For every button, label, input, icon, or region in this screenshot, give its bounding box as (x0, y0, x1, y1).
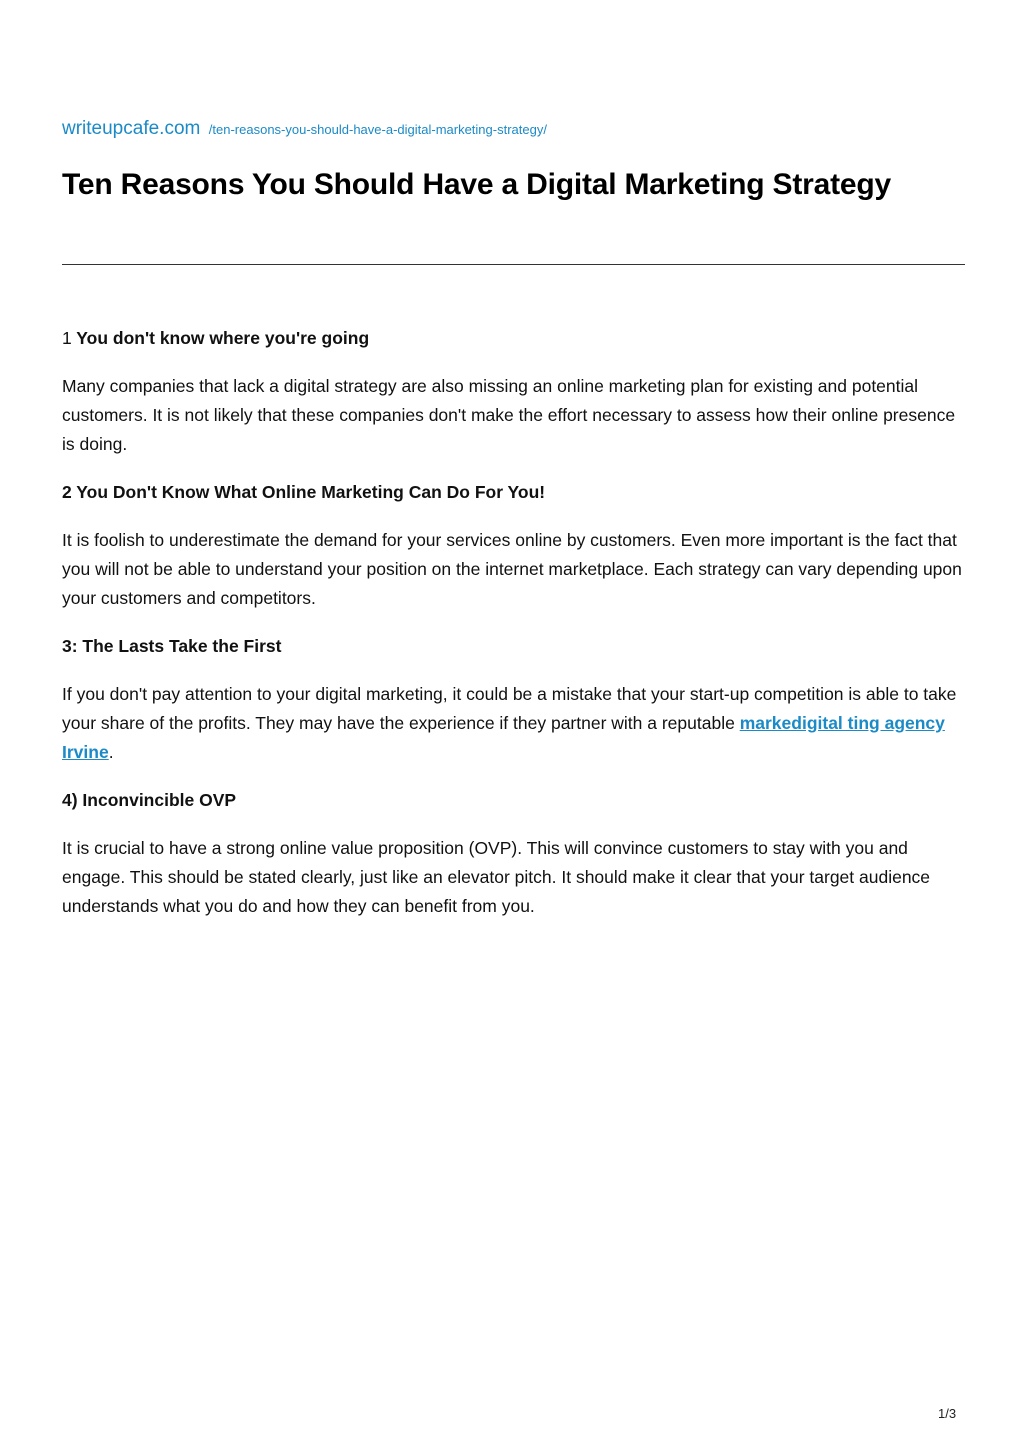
page-number: 1/3 (938, 1406, 957, 1421)
agency-link[interactable]: markedigital ting agency Irvine (62, 713, 945, 762)
section-paragraph-1: Many companies that lack a digital strategy are also missing an online marketing plan for existing and potential customers. It is not likely that these companies don't make the effort necessary to assess how their online presence is doing. (62, 376, 956, 454)
section-paragraph-2: It is foolish to underestimate the demand for your services online by customers. Even more important is the fact that you will not be able to understand your position on the internet marketplace. Each strategy can vary depending upon your customers and competitors. (62, 530, 962, 608)
section-heading-text: You don't know where you're going (76, 328, 370, 348)
page-title: Ten Reasons You Should Have a Digital Marketing Strategy (62, 168, 891, 201)
source-domain-link[interactable]: writeupcafe.com (62, 118, 201, 139)
section-paragraph-4: It is crucial to have a strong online value proposition (OVP). This will convince customers to stay with you and engage. This should be stated clearly, just like an elevator pitch. It should make it clear that your target audience understands what you do and how they can benefit from you. (62, 838, 931, 916)
paragraph-text: If you don't pay attention to your digital marketing, it could be a mistake that your start-up competition is able to take your share of the profits. They may have the experience if they partner with a reputable (62, 684, 957, 733)
section-heading-3: 3: The Lasts Take the First (62, 636, 282, 656)
source-url (62, 118, 547, 140)
source-path-link[interactable]: /ten-reasons-you-should-have-a-digital-marketing-strategy/ (208, 122, 547, 137)
section-number: 1 (62, 328, 72, 348)
section-heading-1 (62, 324, 967, 353)
section-heading-4: 4) Inconvincible OVP (62, 790, 237, 810)
section-paragraph-3 (62, 680, 967, 767)
title-divider (62, 264, 965, 265)
article-body (62, 324, 967, 940)
paragraph-end: . (108, 742, 114, 762)
section-heading-2: 2 You Don't Know What Online Marketing Can Do For You! (62, 482, 546, 502)
